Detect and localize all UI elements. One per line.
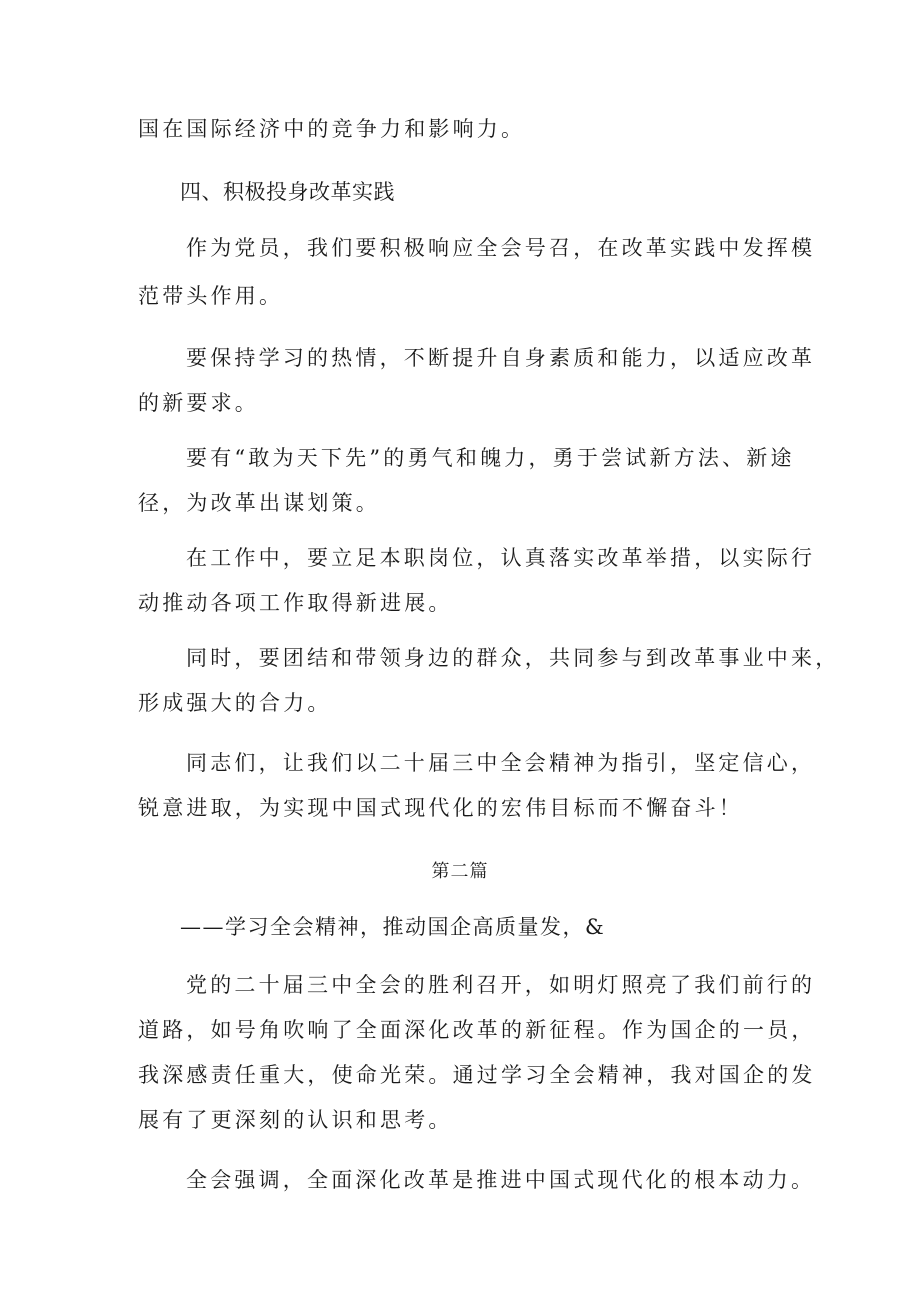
paragraph-line: 同志们，让我们以二十届三中全会精神为指引，坚定信心， (186, 751, 816, 775)
paragraph-line: 全会强调，全面深化改革是推进中国式现代化的根本动力。 (186, 1168, 816, 1192)
paragraph-line: 要有“敢为天下先”的勇气和魄力，勇于尝试新方法、新途 (186, 446, 795, 470)
paragraph-line: 形成强大的合力。 (138, 691, 332, 715)
paragraph-line: 我深感责任重大，使命光荣。通过学习全会精神，我对国企的发 (138, 1063, 816, 1087)
paragraph-line: 要保持学习的热情，不断提升自身素质和能力，以适应改革 (186, 346, 816, 370)
paragraph-line: 道路，如号角吹响了全面深化改革的新征程。作为国企的一员， (138, 1018, 816, 1042)
paragraph-line: 在工作中，要立足本职岗位，认真落实改革举措，以实际行 (186, 546, 816, 570)
paragraph-line: 动推动各项工作取得新进展。 (138, 591, 453, 615)
paragraph-line: 作为党员，我们要积极响应全会号召，在改革实践中发挥模 (186, 236, 816, 260)
paragraph-line: 范带头作用。 (138, 284, 284, 308)
paragraph-line: 党的二十届三中全会的胜利召开，如明灯照亮了我们前行的 (186, 973, 816, 997)
chapter-subtitle: ——学习全会精神，推动国企高质量发，& (180, 915, 606, 939)
paragraph-line: 展有了更深刻的认识和思考。 (138, 1108, 453, 1132)
paragraph-line: 同时，要团结和带领身边的群众，共同参与到改革事业中来， (186, 646, 840, 670)
paragraph-line: 国在国际经济中的竞争力和影响力。 (138, 117, 526, 141)
section-heading: 四、积极投身改革实践 (180, 180, 395, 204)
paragraph-line: 径，为改革出谋划策。 (138, 491, 380, 515)
paragraph-line: 的新要求。 (138, 391, 259, 415)
paragraph-line: 锐意进取，为实现中国式现代化的宏伟目标而不懈奋斗！ (138, 796, 743, 820)
chapter-title: 第二篇 (431, 861, 489, 882)
